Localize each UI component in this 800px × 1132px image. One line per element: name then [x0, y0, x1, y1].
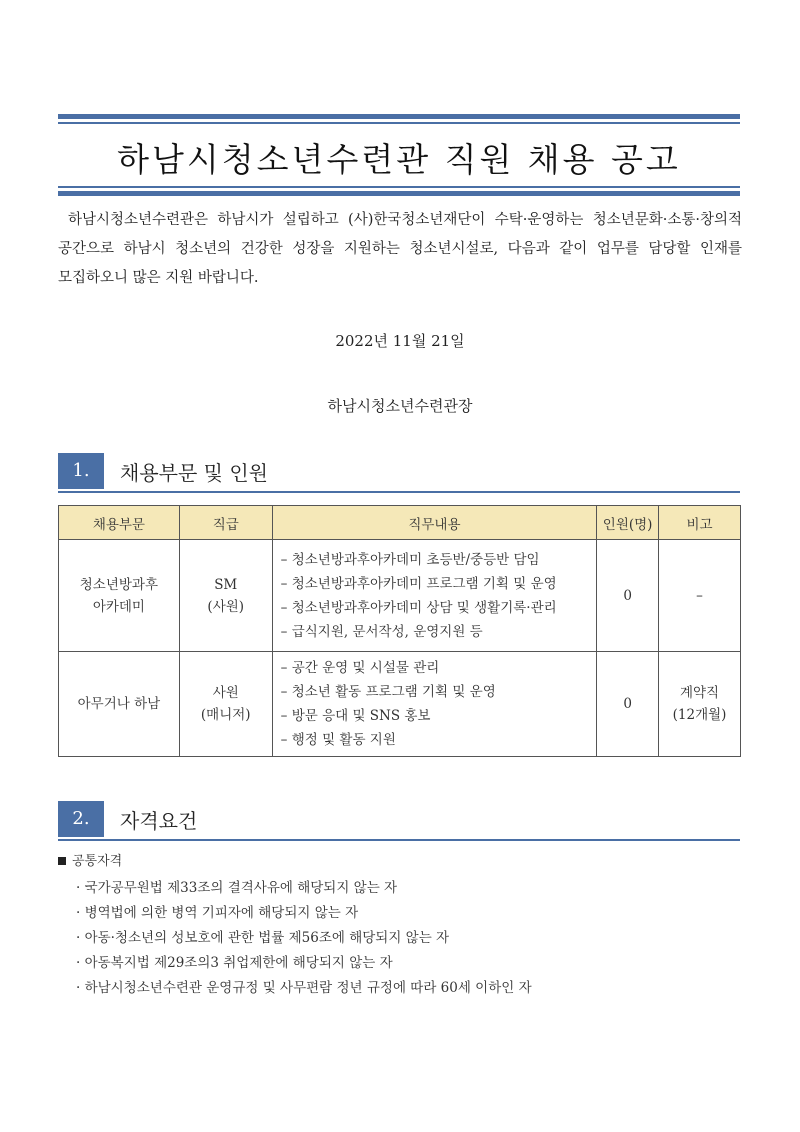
- note-line: (12개월): [672, 707, 727, 723]
- duties-cell: [272, 540, 596, 652]
- issuer-name: 하남시청소년수련관장: [327, 397, 473, 415]
- table-row: [59, 540, 741, 652]
- dept-line: 아카데미: [92, 598, 145, 615]
- list-item: · 아동복지법 제29조의3 취업제한에 해당되지 않는 자: [76, 951, 532, 976]
- rank-line: (매니저): [200, 707, 251, 723]
- rank-line: (사원): [207, 598, 245, 615]
- intro-paragraph: 하남시청소년수련관은 하남시가 설립하고 (사)한국청소년재단이 수탁·운영하는 청소년문화·소통·창의적 공간으로 하남시 청소년의 건강한 성장을 지원하는 청소년시설로, 다음과 같이 업무를 담당할 인재를 모집하오니 많은 지원 바랍니다.: [58, 212, 742, 286]
- header-duties: 직무내용: [272, 506, 596, 540]
- dept-cell: 아무거나 하남: [59, 652, 180, 757]
- duty-item: – 공간 운영 및 시설물 관리: [280, 660, 440, 676]
- dept-line: 청소년방과후: [79, 576, 159, 593]
- square-bullet-icon: [58, 857, 66, 865]
- duty-item: – 급식지원, 문서작성, 운영지원 등: [280, 623, 483, 640]
- announcement-date: 2022년 11월 21일: [335, 332, 465, 350]
- note-line: –: [696, 587, 703, 604]
- duty-item: – 청소년방과후아카데미 프로그램 기획 및 운영: [280, 575, 557, 592]
- page-title: 하남시청소년수련관 직원 채용 공고: [117, 140, 681, 179]
- section-2-number: 2.: [58, 801, 104, 837]
- duties-cell: [272, 652, 596, 757]
- rank-line: SM: [214, 576, 238, 593]
- note-line: 계약직: [679, 685, 720, 701]
- section-1-label: 채용부문 및 인원: [120, 461, 268, 485]
- rank-line: 사원: [212, 685, 239, 701]
- section-2-label: 자격요건: [120, 809, 198, 833]
- title-bottom-rule: [58, 186, 740, 196]
- common-qualification-label: 공통자격: [72, 854, 123, 869]
- note-cell: [659, 540, 741, 652]
- duty-item: – 청소년방과후아카데미 상담 및 생활기록·관리: [280, 599, 557, 616]
- section-1-header: [58, 453, 740, 493]
- title-top-rule: [58, 114, 740, 124]
- common-qualification-heading: [58, 850, 122, 869]
- duty-item: – 행정 및 활동 지원: [280, 732, 396, 748]
- header-note: 비고: [659, 506, 741, 540]
- section-1-number: 1.: [58, 453, 104, 489]
- duty-item: – 방문 응대 및 SNS 홍보: [280, 708, 431, 724]
- duty-item: – 청소년 활동 프로그램 기획 및 운영: [280, 684, 496, 700]
- count-cell: 0: [597, 652, 659, 757]
- dept-cell: [59, 540, 180, 652]
- header-count: 인원(명): [597, 506, 659, 540]
- table-row: [59, 652, 741, 757]
- list-item: · 하남시청소년수련관 운영규정 및 사무편람 정년 규정에 따라 60세 이하인 자: [76, 976, 532, 1001]
- count-cell: 0: [597, 540, 659, 652]
- list-item: · 국가공무원법 제33조의 결격사유에 해당되지 않는 자: [76, 876, 532, 901]
- recruitment-table: [58, 505, 741, 757]
- list-item: · 아동·청소년의 성보호에 관한 법률 제56조에 해당되지 않는 자: [76, 926, 532, 951]
- header-dept: 채용부문: [59, 506, 180, 540]
- rank-cell: [179, 652, 272, 757]
- header-rank: 직급: [179, 506, 272, 540]
- duty-item: – 청소년방과후아카데미 초등반/중등반 담임: [280, 551, 540, 568]
- list-item: · 병역법에 의한 병역 기피자에 해당되지 않는 자: [76, 901, 532, 926]
- note-cell: [659, 652, 741, 757]
- rank-cell: [179, 540, 272, 652]
- table-header-row: [59, 506, 741, 540]
- section-2-header: [58, 801, 740, 841]
- requirements-list: [76, 876, 532, 1001]
